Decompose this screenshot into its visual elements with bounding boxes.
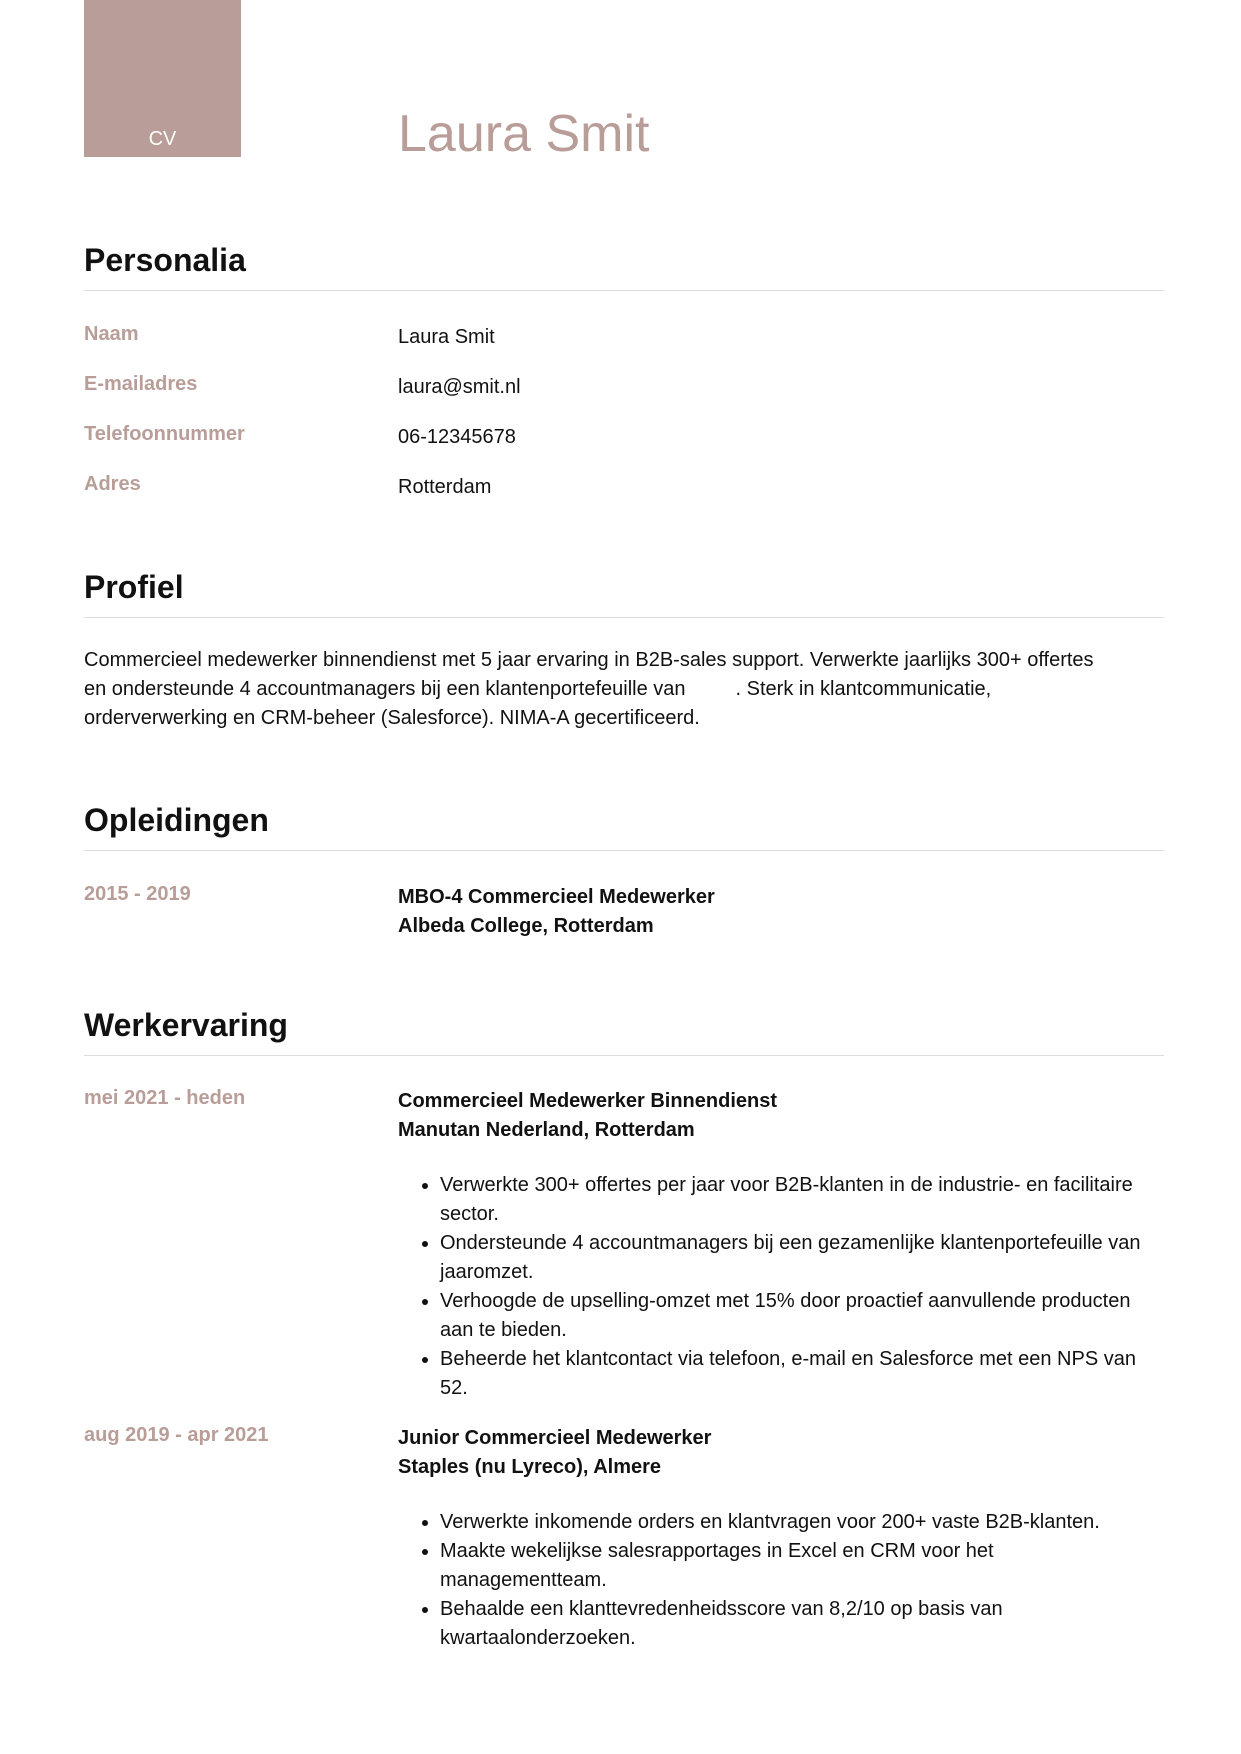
job-role: Commercieel Medewerker Binnendienst (398, 1090, 778, 1112)
personalia-row-email (84, 373, 1164, 402)
profile-line-1: Commercieel medewerker binnendienst met 5 jaar ervaring in B2B-sales support. Verwerkte jaarlijks 300+ offertes (84, 649, 1094, 671)
job-period: mei 2021 - heden (84, 1087, 246, 1109)
value-telefoon: 06-12345678 (398, 426, 516, 448)
job-item (84, 1424, 1164, 1653)
label-telefoon: Telefoonnummer (84, 423, 245, 445)
photo-label: CV (148, 128, 177, 150)
education-item (84, 883, 1164, 941)
job-bullet: • Beheerde het klantcontact via telefoon, e-mail en Salesforce met een NPS van 52. (440, 1345, 1164, 1403)
section-profiel (84, 571, 1164, 733)
job-bullet: • Verwerkte inkomende orders en klantvragen voor 200+ vaste B2B-klanten. (440, 1508, 1164, 1537)
section-opleidingen (84, 804, 1164, 941)
job-company: Staples (nu Lyreco), Almere (398, 1456, 662, 1478)
section-personalia (84, 244, 1164, 502)
job-item (84, 1087, 1197, 1403)
personalia-row-telefoon (84, 423, 1164, 452)
section-werkervaring (84, 1007, 1197, 1653)
job-bullets (398, 1171, 1197, 1403)
job-period: aug 2019 - apr 2021 (84, 1424, 269, 1446)
section-title-werkervaring: Werkervaring (84, 1009, 1164, 1056)
profile-text (84, 646, 1164, 733)
education-school: Albeda College, Rotterdam (398, 915, 654, 937)
section-title-personalia: Personalia (84, 244, 1164, 291)
job-role: Junior Commercieel Medewerker (398, 1427, 712, 1449)
job-bullet: • Ondersteunde 4 accountmanagers bij een gezamenlijke klantenportefeuille van jaaromzet. (440, 1229, 1164, 1287)
candidate-name: Laura Smit (398, 105, 650, 163)
job-bullet: • Behaalde een klanttevredenheidsscore van 8,2/10 op basis van kwartaalonderzoeken. (440, 1595, 1164, 1653)
photo-placeholder (84, 0, 241, 157)
label-naam: Naam (84, 323, 139, 345)
profile-line-3: orderverwerking en CRM-beheer (Salesforce). NIMA-A gecertificeerd. (84, 707, 700, 729)
value-email: laura@smit.nl (398, 376, 521, 398)
profile-line-2: en ondersteunde 4 accountmanagers bij een klantenportefeuille van . Sterk in klantcommunicatie, (84, 678, 992, 700)
job-bullet: • Maakte wekelijkse salesrapportages in Excel en CRM voor het managementteam. (440, 1537, 1164, 1595)
personalia-row-naam (84, 323, 1164, 352)
value-naam: Laura Smit (398, 326, 495, 348)
label-adres: Adres (84, 473, 141, 495)
education-period: 2015 - 2019 (84, 883, 191, 905)
section-title-profiel: Profiel (84, 571, 1164, 618)
job-bullet: • Verhoogde de upselling-omzet met 15% door proactief aanvullende producten aan te bieden. (440, 1287, 1164, 1345)
education-degree: MBO-4 Commercieel Medewerker (398, 886, 715, 908)
section-title-opleidingen: Opleidingen (84, 804, 1164, 851)
personalia-row-adres (84, 473, 1164, 502)
job-company: Manutan Nederland, Rotterdam (398, 1119, 695, 1141)
job-bullet: • Verwerkte 300+ offertes per jaar voor B2B-klanten in de industrie- en facilitaire sector. (440, 1171, 1164, 1229)
value-adres: Rotterdam (398, 476, 492, 498)
label-email: E-mailadres (84, 373, 198, 395)
job-bullets (398, 1508, 1164, 1653)
